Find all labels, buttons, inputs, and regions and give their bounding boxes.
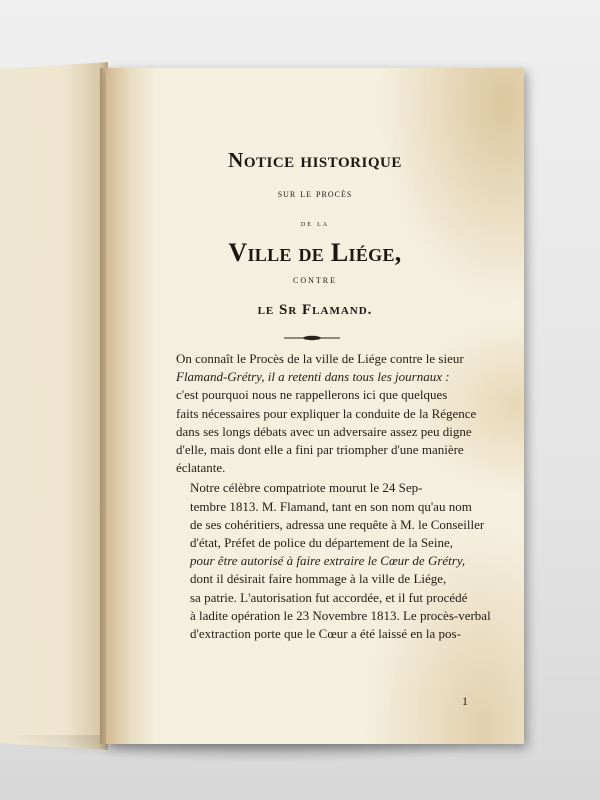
heading-de-la: de la	[300, 218, 330, 228]
line: éclatante.	[176, 460, 226, 476]
line: tembre 1813. M. Flamand, tant en son nom qu'au nom	[190, 498, 472, 514]
heading-flamand: le Sr Flamand.	[257, 302, 373, 318]
paragraph-2	[176, 479, 494, 643]
line: faits nécessaires pour expliquer la conduite de la Régence	[176, 405, 477, 421]
line: sa patrie. L'autorisation fut accordée, et il fut procédé	[190, 589, 468, 605]
body-text	[176, 350, 494, 643]
line: à ladite opération le 23 Novembre 1813. Le procès-verbal	[190, 607, 491, 623]
heading-notice-historique: Notice historique	[228, 148, 402, 172]
page-number: 1	[462, 694, 468, 708]
line: c'est pourquoi nous ne rappellerons ici que quelques	[176, 387, 448, 403]
line: Notre célèbre compatriote mourut le 24 Sep-	[190, 480, 423, 496]
right-book-page	[106, 68, 524, 744]
line: d'elle, mais dont elle a fini par triompher d'une manière	[176, 442, 464, 458]
line: Flamand-Grétry, il a retenti dans tous les journaux :	[176, 369, 450, 385]
left-book-page	[0, 62, 108, 750]
paragraph-1	[176, 350, 494, 477]
line: dans ses longs débats avec un adversaire assez peu digne	[176, 423, 472, 439]
heading-contre: contre	[293, 274, 337, 286]
heading-sur-le-proces: sur le procès	[277, 186, 353, 200]
heading-ville-de-liege: Ville de Liége,	[228, 238, 402, 267]
divider-ornament	[282, 335, 342, 341]
line: de ses cohéritiers, adressa une requête à M. le Conseiller	[190, 516, 485, 532]
line: dont il désirait faire hommage à la ville de Liége,	[190, 571, 447, 587]
line: d'extraction porte que le Cœur a été laissé en la pos-	[190, 626, 461, 642]
line: d'état, Préfet de police du département de la Seine,	[190, 535, 453, 551]
line: pour être autorisé à faire extraire le Cœur de Grétry,	[190, 553, 466, 569]
line: On connaît le Procès de la ville de Liége contre le sieur	[176, 351, 464, 366]
